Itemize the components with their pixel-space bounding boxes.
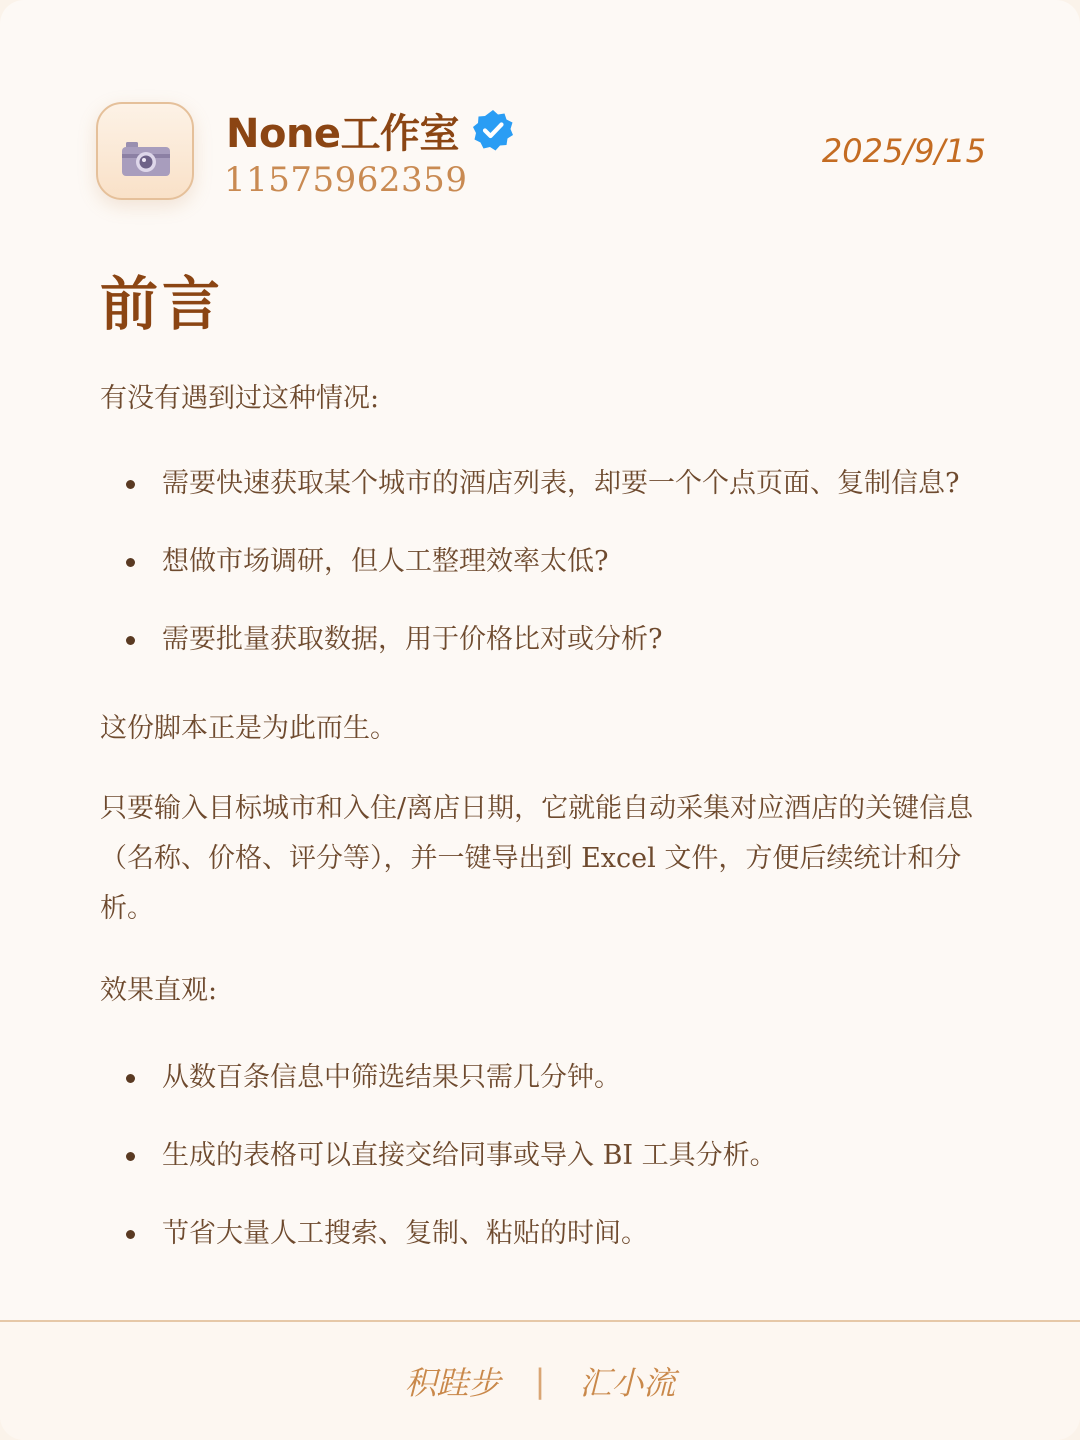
list-item-text: 节省大量人工搜索、复制、粘贴的时间。 (162, 1218, 648, 1249)
avatar[interactable] (96, 102, 194, 200)
description-text: 只要输入目标城市和入住/离店日期，它就能自动采集对应酒店的关键信息（名称、价格、评分等），并一键导出到 Excel 文件，方便后续统计和分析。 (100, 793, 974, 924)
bullet-dot (126, 558, 135, 567)
bullet-dot (126, 1152, 135, 1161)
bullet-dot (126, 1230, 135, 1239)
bullet-dot (126, 1074, 135, 1083)
list-item (100, 1052, 980, 1104)
verified-badge-icon (471, 108, 515, 152)
footer-motto-left: 积跬步 (404, 1364, 501, 1402)
profile-name-text: None工作室 (226, 110, 460, 157)
list-item-text: 想做市场调研，但人工整理效率太低? (162, 546, 609, 577)
section-title: 前言 (100, 270, 225, 338)
list-item-text: 生成的表格可以直接交给同事或导入 BI 工具分析。 (162, 1140, 777, 1171)
statement-text: 这份脚本正是为此而生。 (100, 713, 397, 744)
intro-text: 有没有遇到过这种情况: (100, 383, 380, 414)
bullet-dot (126, 480, 135, 489)
post-date: 2025/9/15 (821, 132, 986, 170)
post-content (100, 268, 980, 1260)
profile-header (96, 102, 986, 206)
list-item (100, 536, 980, 588)
list-item-text: 从数百条信息中筛选结果只需几分钟。 (162, 1062, 621, 1093)
footer-motto (0, 1322, 1080, 1440)
list-item (100, 458, 980, 510)
effects-list (100, 1052, 980, 1260)
profile-id: 11575962359 (224, 160, 468, 200)
profile-name[interactable] (226, 102, 515, 158)
effects-label: 效果直观: (100, 975, 218, 1006)
list-item (100, 614, 980, 666)
list-item-text: 需要快速获取某个城市的酒店列表，却要一个个点页面、复制信息? (162, 468, 960, 499)
problem-list (100, 458, 980, 666)
list-item-text: 需要批量获取数据，用于价格比对或分析? (162, 624, 663, 655)
list-item (100, 1130, 980, 1182)
bullet-dot (126, 636, 135, 645)
camera-icon (122, 142, 170, 176)
list-item (100, 1208, 980, 1260)
footer-separator: | (534, 1362, 546, 1400)
footer-motto-right: 汇小流 (579, 1364, 676, 1402)
